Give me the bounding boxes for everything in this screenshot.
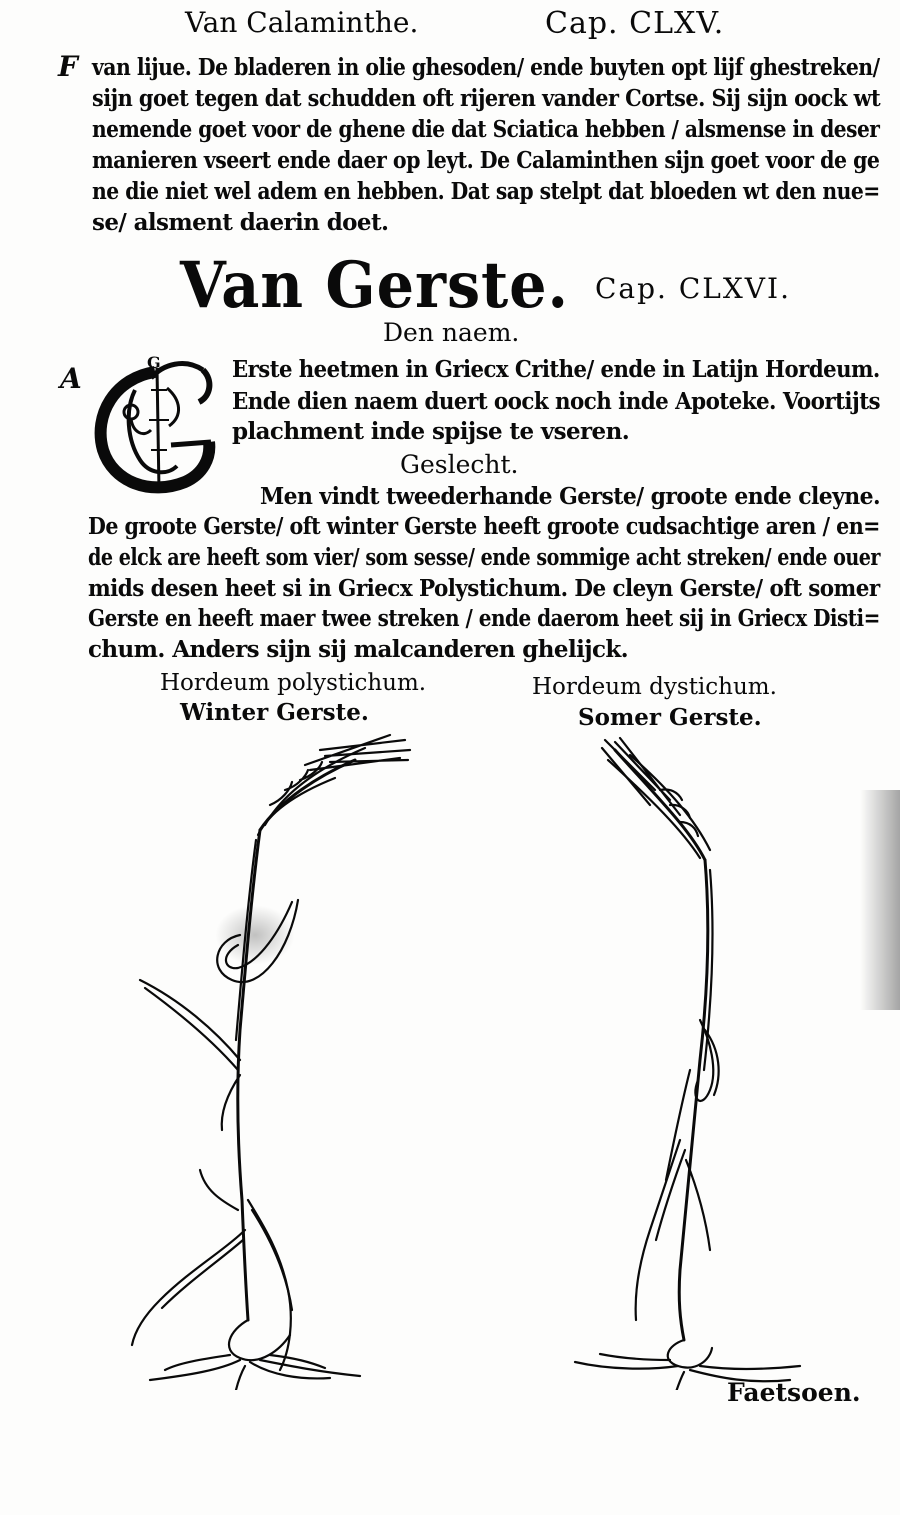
name-text-line: Erste heetmen in Griecx Crithe/ ende in Latijn Hordeum.: [232, 356, 880, 383]
margin-letter-f: F: [58, 50, 78, 83]
catchword: Faetsoen.: [727, 1378, 861, 1407]
name-text-line: Ende dien naem duert oock noch inde Apoteke. Voortijts: [232, 388, 881, 415]
previous-chapter-title: Van Calaminthe.: [185, 6, 419, 39]
kind-text-line: De groote Gerste/ oft winter Gerste heeft groote cudsachtige aren / en=: [88, 513, 880, 540]
section-heading-name: Den naem.: [383, 318, 520, 347]
figure-caption-latin-left: Hordeum polystichum.: [160, 670, 427, 696]
previous-text-line: ne die niet wel adem en hebben. Dat sap stelpt dat bloeden wt den nue=: [92, 178, 880, 205]
summer-barley-woodcut: [560, 730, 830, 1390]
previous-chapter-number: Cap. CLXV.: [545, 6, 725, 41]
section-heading-kind: Geslecht.: [400, 450, 519, 479]
name-text-line: plachment inde spijse te vseren.: [232, 418, 630, 445]
ornamental-initial-letter: G: [147, 353, 161, 372]
figure-caption-vernacular-left: Winter Gerste.: [180, 699, 369, 726]
previous-text-line: van lijue. De bladeren in olie ghesoden/ ende buyten opt lijf ghestreken/: [92, 54, 880, 81]
kind-text-line: Men vindt tweederhande Gerste/ groote ende cleyne.: [260, 483, 881, 510]
page-edge-shadow: [860, 790, 900, 1010]
chapter-title: Van Gerste.: [180, 248, 569, 323]
kind-text-line: de elck are heeft som vier/ som sesse/ ende sommige acht streken/ ende ouer: [88, 544, 881, 571]
previous-text-line: sijn goet tegen dat schudden oft rijeren vander Cortse. Sij sijn oock wt: [92, 85, 881, 112]
figure-caption-vernacular-right: Somer Gerste.: [578, 704, 762, 731]
margin-letter-a: A: [60, 362, 82, 395]
kind-text-line: Gerste en heeft maer twee streken / ende daerom heet sij in Griecx Disti=: [88, 605, 880, 632]
figure-caption-latin-right: Hordeum dystichum.: [532, 674, 777, 700]
previous-text-line: se/ alsment daerin doet.: [92, 209, 389, 236]
chapter-number: Cap. CLXVI.: [595, 272, 791, 305]
ornamental-initial: [85, 350, 225, 500]
kind-text-line: chum. Anders sijn sij malcanderen ghelijck.: [88, 636, 629, 663]
kind-text-line: mids desen heet si in Griecx Polystichum. De cleyn Gerste/ oft somer: [88, 575, 880, 602]
winter-barley-woodcut: [120, 730, 420, 1390]
previous-text-line: manieren vseert ende daer op leyt. De Calaminthen sijn goet voor de ge: [92, 147, 880, 174]
previous-text-line: nemende goet voor de ghene die dat Sciatica hebben / alsmense in deser: [92, 116, 880, 143]
